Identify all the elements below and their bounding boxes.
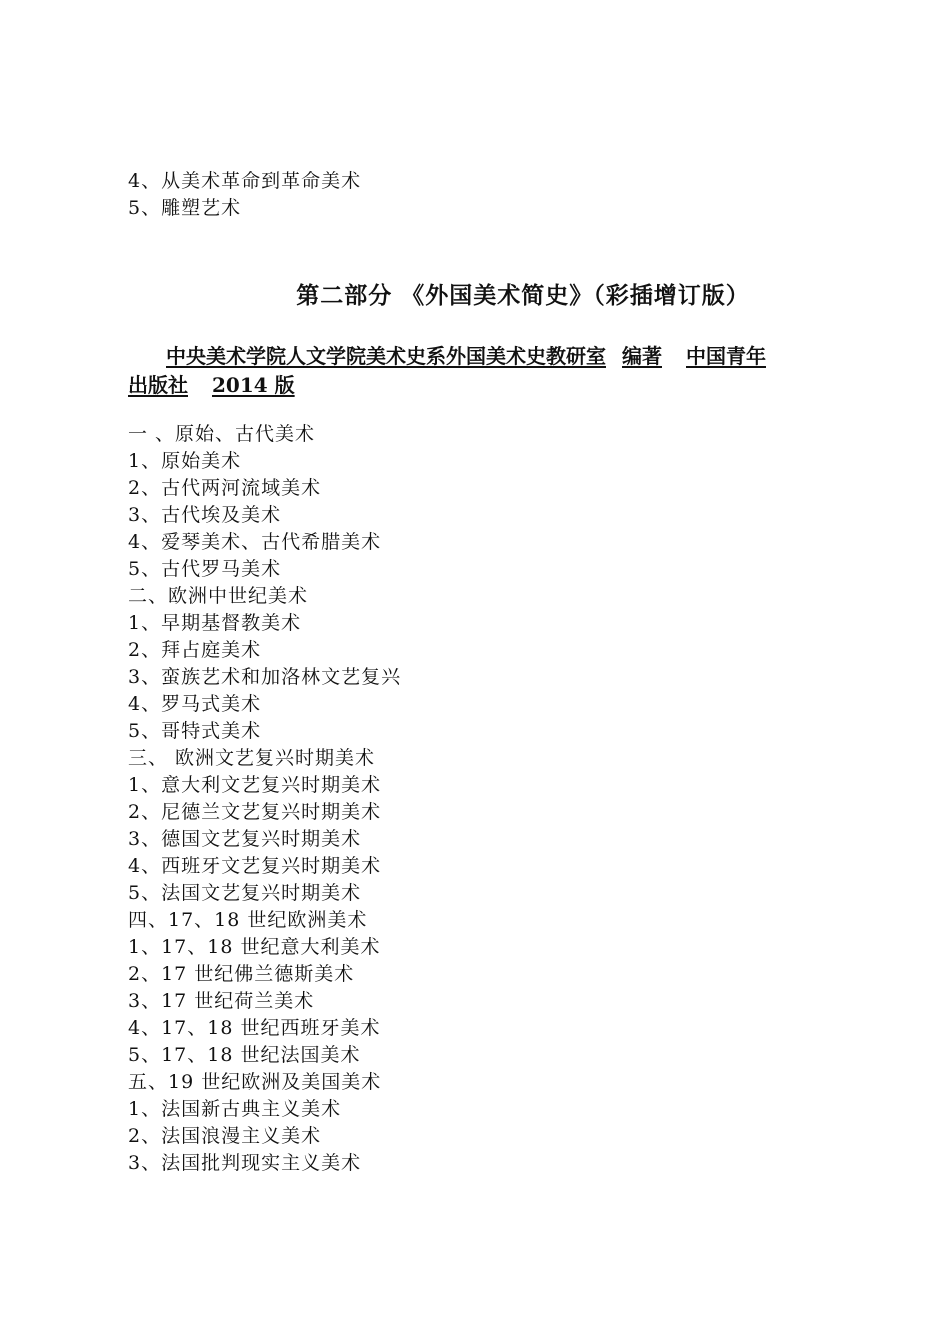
- publisher-part-2: 出版社: [128, 373, 188, 397]
- list-item: 1、17、18 世纪意大利美术: [128, 936, 381, 958]
- list-item: 5、哥特式美术: [128, 720, 262, 742]
- chapter-heading: 二、欧洲中世纪美术: [128, 585, 309, 607]
- table-of-contents: [128, 421, 828, 1177]
- list-item: 3、17 世纪荷兰美术: [128, 990, 315, 1012]
- list-item: 2、法国浪漫主义美术: [128, 1125, 322, 1147]
- list-item: 3、德国文艺复兴时期美术: [128, 828, 362, 850]
- source-line-1: [128, 342, 828, 371]
- list-item: 3、蛮族艺术和加洛林文艺复兴: [128, 666, 402, 688]
- list-item: 3、古代埃及美术: [128, 504, 282, 526]
- list-item: 5、17、18 世纪法国美术: [128, 1044, 361, 1066]
- list-item: 5、法国文艺复兴时期美术: [128, 882, 362, 904]
- list-item: 2、17 世纪佛兰德斯美术: [128, 963, 355, 985]
- source-line-2: [128, 371, 828, 400]
- list-item: 4、从美术革命到革命美术: [128, 170, 362, 192]
- list-item: 1、法国新古典主义美术: [128, 1098, 342, 1120]
- list-item: 2、尼德兰文艺复兴时期美术: [128, 801, 382, 823]
- list-item: 1、早期基督教美术: [128, 612, 302, 634]
- list-item: 5、雕塑艺术: [128, 197, 242, 219]
- list-item: 4、爱琴美术、古代希腊美术: [128, 531, 382, 553]
- chapter-heading: 五、19 世纪欧洲及美国美术: [128, 1071, 382, 1093]
- list-item: 5、古代罗马美术: [128, 558, 282, 580]
- authors: 中央美术学院人文学院美术史系外国美术史教研室: [166, 344, 606, 368]
- list-item: 1、原始美术: [128, 450, 242, 472]
- list-item: 3、法国批判现实主义美术: [128, 1152, 362, 1174]
- list-item: 2、拜占庭美术: [128, 639, 262, 661]
- list-item: 2、古代两河流域美术: [128, 477, 322, 499]
- author-role: 编著: [622, 344, 662, 368]
- list-item: 1、意大利文艺复兴时期美术: [128, 774, 382, 796]
- publisher-part-1: 中国青年: [686, 344, 766, 368]
- list-item: 4、罗马式美术: [128, 693, 262, 715]
- list-item: 4、17、18 世纪西班牙美术: [128, 1017, 381, 1039]
- chapter-heading: 三、 欧洲文艺复兴时期美术: [128, 747, 376, 769]
- book-source: [128, 342, 828, 400]
- part-heading: 第二部分 《外国美术简史》（彩插增订版）: [296, 282, 750, 309]
- edition: 2014 版: [212, 373, 295, 397]
- list-item: 4、西班牙文艺复兴时期美术: [128, 855, 382, 877]
- previous-section-list: [128, 168, 828, 222]
- chapter-heading: 一 、原始、古代美术: [128, 423, 316, 445]
- chapter-heading: 四、17、18 世纪欧洲美术: [128, 909, 368, 931]
